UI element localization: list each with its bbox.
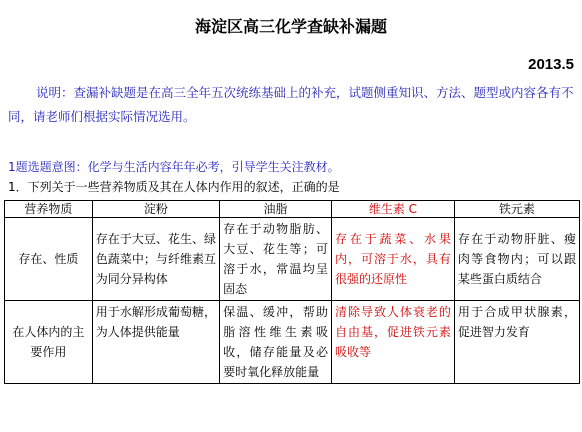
table-cell: 用于合成甲状腺素，促进智力发育 bbox=[454, 301, 579, 384]
question-stem: 1．下列关于一些营养物质及其在人体内作用的叙述，正确的是 bbox=[8, 180, 340, 194]
row-label: 存在、性质 bbox=[5, 218, 93, 301]
instruction-note: 说明：查漏补缺题是在高三全年五次统练基础上的补充，试题侧重知识、方法、题型或内容各有不同，请老师们根据实际情况选用。 bbox=[8, 85, 574, 124]
header-iron: 铁元素 bbox=[454, 201, 579, 218]
table-cell: 用于水解形成葡萄糖，为人体提供能量 bbox=[92, 301, 219, 384]
header-nutrient: 营养物质 bbox=[5, 201, 93, 218]
table-cell: 清除导致人体衰老的自由基，促进铁元素吸收等 bbox=[331, 301, 454, 384]
nutrient-table bbox=[4, 200, 580, 384]
header-starch: 淀粉 bbox=[92, 201, 219, 218]
table-header-row bbox=[5, 201, 580, 218]
table-row bbox=[5, 301, 580, 384]
header-vitamin-c: 维生素 C bbox=[331, 201, 454, 218]
table-cell: 存在于动物肝脏、瘦肉等食物内；可以跟某些蛋白质结合 bbox=[454, 218, 579, 301]
row-label: 在人体内的主要作用 bbox=[5, 301, 93, 384]
table-cell: 保温、缓冲，帮助脂溶性维生素吸收，储存能量及必要时氧化释放能量 bbox=[220, 301, 332, 384]
document-date: 2013.5 bbox=[528, 56, 574, 73]
table-cell: 存在于蔬菜、水果内，可溶于水，具有很强的还原性 bbox=[331, 218, 454, 301]
header-fat: 油脂 bbox=[220, 201, 332, 218]
document-title: 海淀区高三化学查缺补漏题 bbox=[194, 17, 387, 36]
table-cell: 存在于大豆、花生、绿色蔬菜中；与纤维素互为同分异构体 bbox=[92, 218, 219, 301]
table-cell: 存在于动物脂肪、大豆、花生等；可溶于水，常温均呈固态 bbox=[220, 218, 332, 301]
table-row bbox=[5, 218, 580, 301]
question-intent: 1题选题意图：化学与生活内容年年必考，引导学生关注教材。 bbox=[8, 160, 340, 174]
